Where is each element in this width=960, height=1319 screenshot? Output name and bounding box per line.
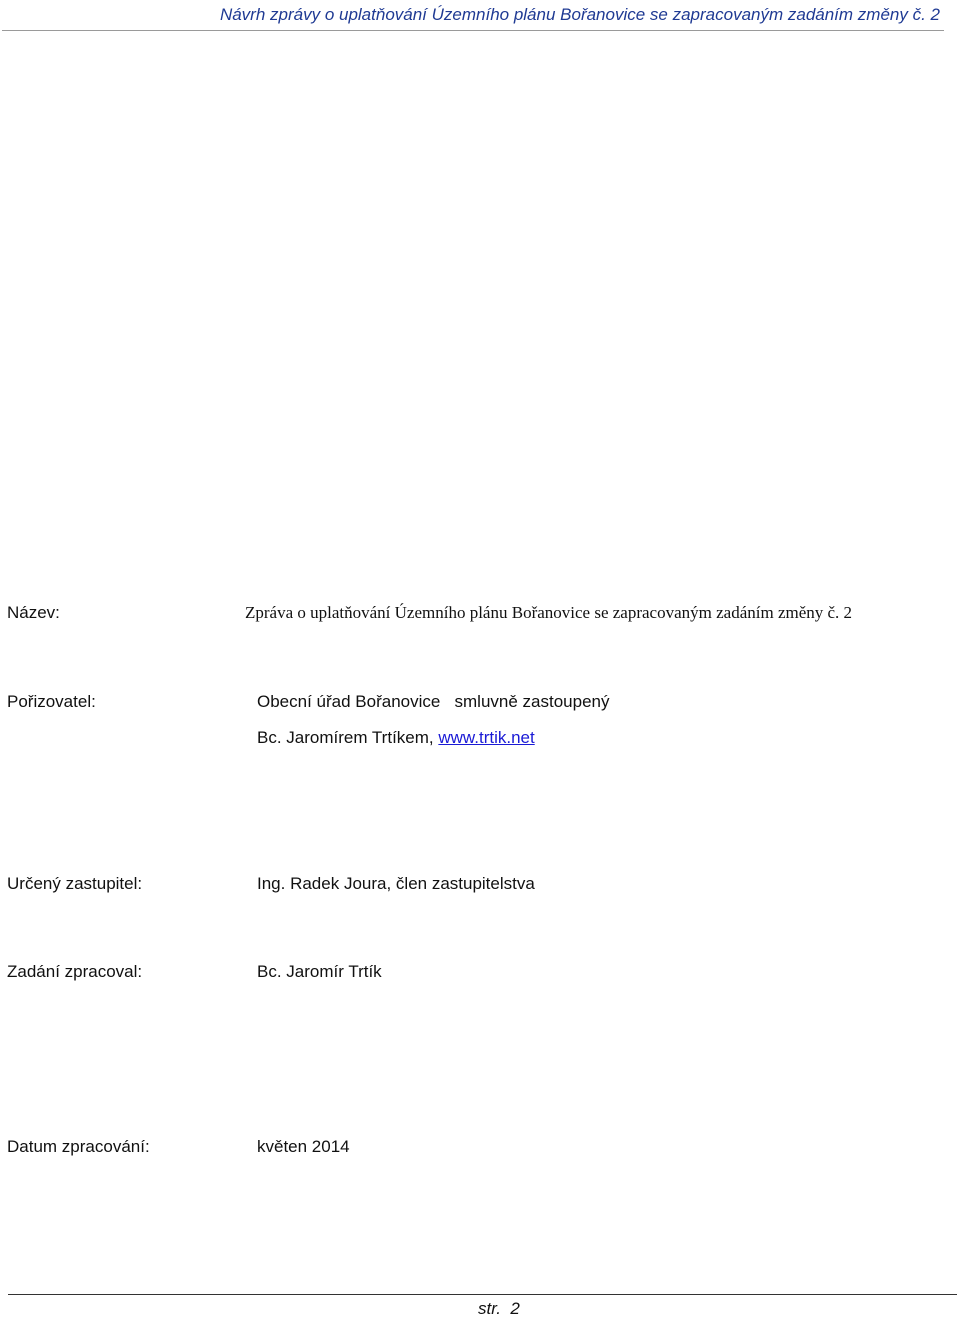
page-number: str. 2 (478, 1299, 520, 1318)
porizovatel-name: Bc. Jaromírem Trtíkem, (257, 728, 439, 747)
datum-value: květen 2014 (257, 1137, 350, 1156)
porizovatel-line2 (257, 728, 535, 748)
website-link[interactable]: www.trtik.net (438, 728, 535, 747)
urceny-zastupitel-label: Určený zastupitel: (7, 874, 143, 893)
porizovatel-label: Pořizovatel: (7, 692, 96, 711)
running-header: Návrh zprávy o uplatňování Územního plánu Bořanovice se zapracovaným zadáním změny č. 2 (219, 5, 940, 24)
datum-label: Datum zpracování: (7, 1137, 150, 1156)
porizovatel-line1: Obecní úřad Bořanovice smluvně zastoupený (257, 692, 610, 711)
urceny-zastupitel-value: Ing. Radek Joura, člen zastupitelstva (257, 874, 535, 893)
zadani-zpracoval-label: Zadání zpracoval: (7, 962, 143, 981)
header-divider (2, 30, 944, 31)
zadani-zpracoval-value: Bc. Jaromír Trtík (257, 962, 382, 981)
nazev-label: Název: (7, 603, 60, 622)
footer-divider (8, 1294, 957, 1295)
nazev-value: Zpráva o uplatňování Územního plánu Bořanovice se zapracovaným zadáním změny č. 2 (245, 603, 853, 622)
